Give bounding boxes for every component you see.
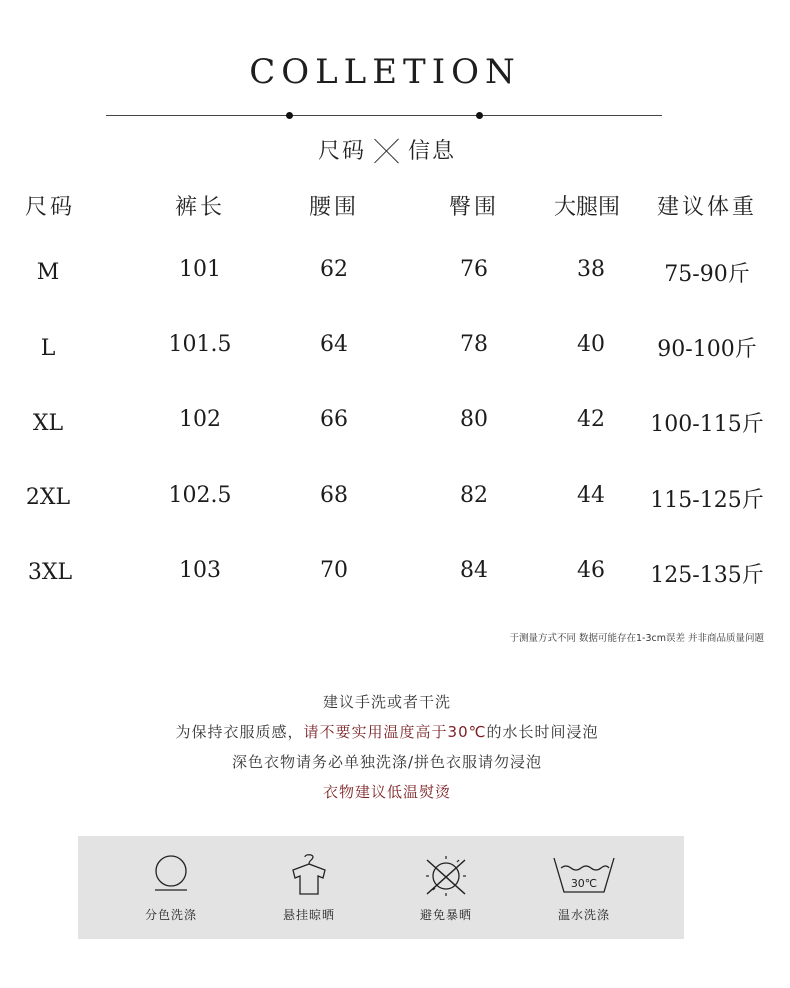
wash-instructions-panel — [78, 836, 684, 939]
divider-dot-right — [476, 112, 483, 119]
table-cell: 100-115斤 — [650, 412, 764, 437]
wash-item — [524, 836, 644, 939]
hanging-shirt-icon — [289, 854, 329, 898]
wash-label: 悬挂晾晒 — [282, 908, 335, 922]
table-cell: 42 — [577, 407, 605, 432]
divider-dot-left — [286, 112, 293, 119]
table-cell: 70 — [320, 558, 348, 583]
table-cell: 38 — [577, 257, 605, 282]
table-cell: 68 — [320, 483, 348, 508]
care-line — [0, 721, 774, 742]
table-cell: 90-100斤 — [657, 337, 757, 362]
wash-label: 分色洗涤 — [144, 908, 197, 922]
table-cell: 84 — [460, 558, 488, 583]
page-title: COLLETION — [249, 52, 521, 92]
table-cell: 115-125斤 — [650, 488, 764, 513]
table-cell: 75-90斤 — [664, 262, 750, 287]
column-header: 腰围 — [308, 195, 360, 220]
table-cell: 46 — [577, 558, 605, 583]
care-text: 为保持衣服质感， — [175, 723, 304, 741]
subtitle-left: 尺码 — [317, 139, 366, 164]
table-cell: 2XL — [25, 485, 71, 510]
table-row — [0, 257, 790, 297]
table-cell: 125-135斤 — [650, 563, 764, 588]
table-cell: 40 — [577, 332, 605, 357]
table-row — [0, 407, 790, 447]
table-cell: 101 — [179, 257, 221, 282]
cross-icon — [374, 137, 400, 163]
title-divider — [106, 115, 662, 116]
table-row — [0, 558, 790, 598]
no-sun-icon — [423, 854, 469, 898]
care-line: 建议手洗或者干洗 — [322, 693, 451, 711]
care-text: 的水长时间浸泡 — [486, 723, 599, 741]
table-cell: 82 — [460, 483, 488, 508]
table-row — [0, 332, 790, 372]
table-cell: 80 — [460, 407, 488, 432]
column-header: 臀围 — [448, 195, 500, 220]
wash-item — [386, 836, 506, 939]
subtitle-right: 信息 — [408, 139, 457, 164]
table-cell: 44 — [577, 483, 605, 508]
wash-label: 温水洗涤 — [557, 908, 610, 922]
wash-basin-icon — [552, 854, 616, 894]
table-cell: 101.5 — [168, 332, 232, 357]
care-line: 深色衣物请务必单独洗涤/拼色衣服请勿浸泡 — [231, 753, 543, 771]
wash-label: 避免暴晒 — [419, 908, 472, 922]
table-cell: L — [40, 336, 56, 361]
table-cell: 76 — [460, 257, 488, 282]
column-header: 尺码 — [24, 195, 76, 220]
care-line-warning: 衣物建议低温熨烫 — [322, 783, 451, 801]
table-cell: 64 — [320, 332, 348, 357]
table-cell: 3XL — [27, 560, 73, 585]
column-header: 建议体重 — [656, 195, 758, 220]
table-row — [0, 483, 790, 523]
table-cell: M — [36, 260, 60, 285]
section-subtitle — [0, 134, 774, 165]
care-warning: 请不要实用温度高于30℃ — [303, 723, 487, 741]
column-header: 裤长 — [174, 195, 226, 220]
column-header: 大腿围 — [553, 195, 621, 220]
wash-item — [111, 836, 231, 939]
measurement-note: 于测量方式不同 数据可能存在1-3cm误差 并非商品质量问题 — [509, 633, 764, 644]
table-cell: 66 — [320, 407, 348, 432]
table-cell: 102.5 — [168, 483, 232, 508]
circle-icon — [151, 854, 191, 894]
table-cell: XL — [32, 411, 64, 436]
wash-temp-label: 30℃ — [570, 877, 598, 890]
table-cell: 62 — [320, 257, 348, 282]
table-cell: 103 — [179, 558, 221, 583]
table-cell: 78 — [460, 332, 488, 357]
table-cell: 102 — [179, 407, 221, 432]
wash-item — [249, 836, 369, 939]
